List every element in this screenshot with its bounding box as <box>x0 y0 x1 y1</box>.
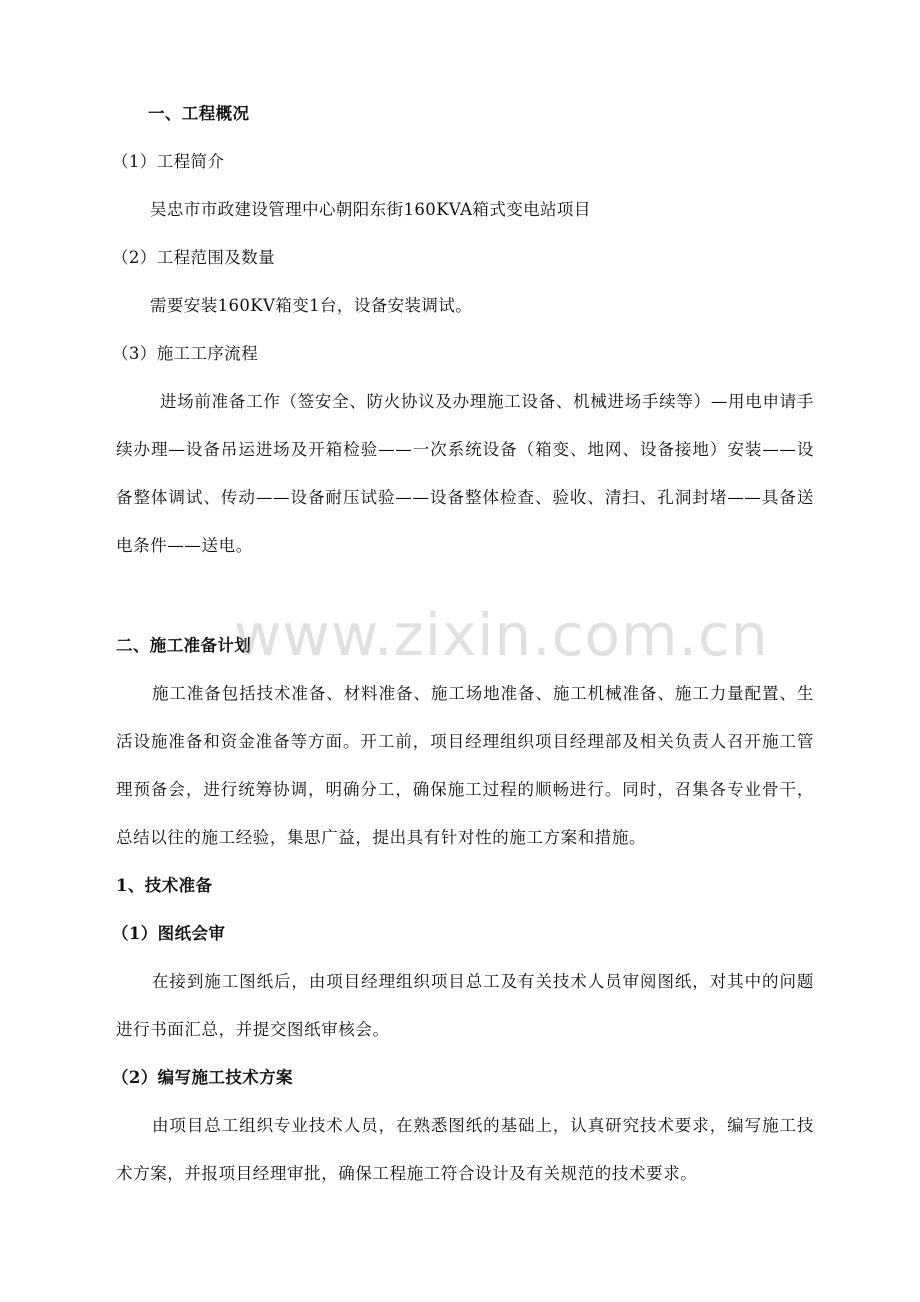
tech-plan-paragraph: 由项目总工组织专业技术人员，在熟悉图纸的基础上，认真研究技术要求，编写施工技术方案，并报项目经理审批，确保工程施工符合设计及有关规范的技术要求。 <box>116 1116 814 1183</box>
tech-prep-heading: 1、技术准备 <box>116 876 213 895</box>
preparation-intro-paragraph: 施工准备包括技术准备、材料准备、施工场地准备、施工机械准备、施工力量配置、生活设施准备和资金准备等方面。开工前，项目经理组织项目经理部及相关负责人召开施工管理预备会，进行统筹协调，明确分工，确保施工过程的顺畅进行。同时，召集各专业骨干，总结以往的施工经验，集思广益，提出具有针对性的施工方案和措施。 <box>116 684 814 847</box>
subsection-2-title: （2）工程范围及数量 <box>112 248 275 267</box>
process-flow-paragraph: 进场前准备工作（签安全、防火协议及办理施工设备、机械进场手续等）—用电申请手续办理—设备吊运进场及开箱检验——一次系统设备（箱变、地网、设备接地）安装——设备整体调试、传动——设备耐压试验——设备整体检查、验收、清扫、孔洞封堵——具备送电条件——送电。 <box>116 392 814 555</box>
drawing-review-paragraph: 在接到施工图纸后，由项目经理组织项目总工及有关技术人员审阅图纸，对其中的问题进行书面汇总，并提交图纸审核会。 <box>116 972 814 1039</box>
section-1-heading: 一、工程概况 <box>148 104 250 123</box>
subsection-1-title: （1）工程简介 <box>112 152 225 171</box>
tech-plan-title: （2）编写施工技术方案 <box>112 1068 293 1087</box>
subsection-3-title: （3）施工工序流程 <box>112 344 259 363</box>
project-name-text: 吴忠市市政建设管理中心朝阳东街160KVA箱式变电站项目 <box>150 200 591 219</box>
section-2-heading: 二、施工准备计划 <box>116 636 252 655</box>
scope-text: 需要安装160KV箱变1台，设备安装调试。 <box>150 296 473 315</box>
drawing-review-title: （1）图纸会审 <box>112 924 226 943</box>
watermark: www.zixin.com.cn <box>234 601 769 669</box>
